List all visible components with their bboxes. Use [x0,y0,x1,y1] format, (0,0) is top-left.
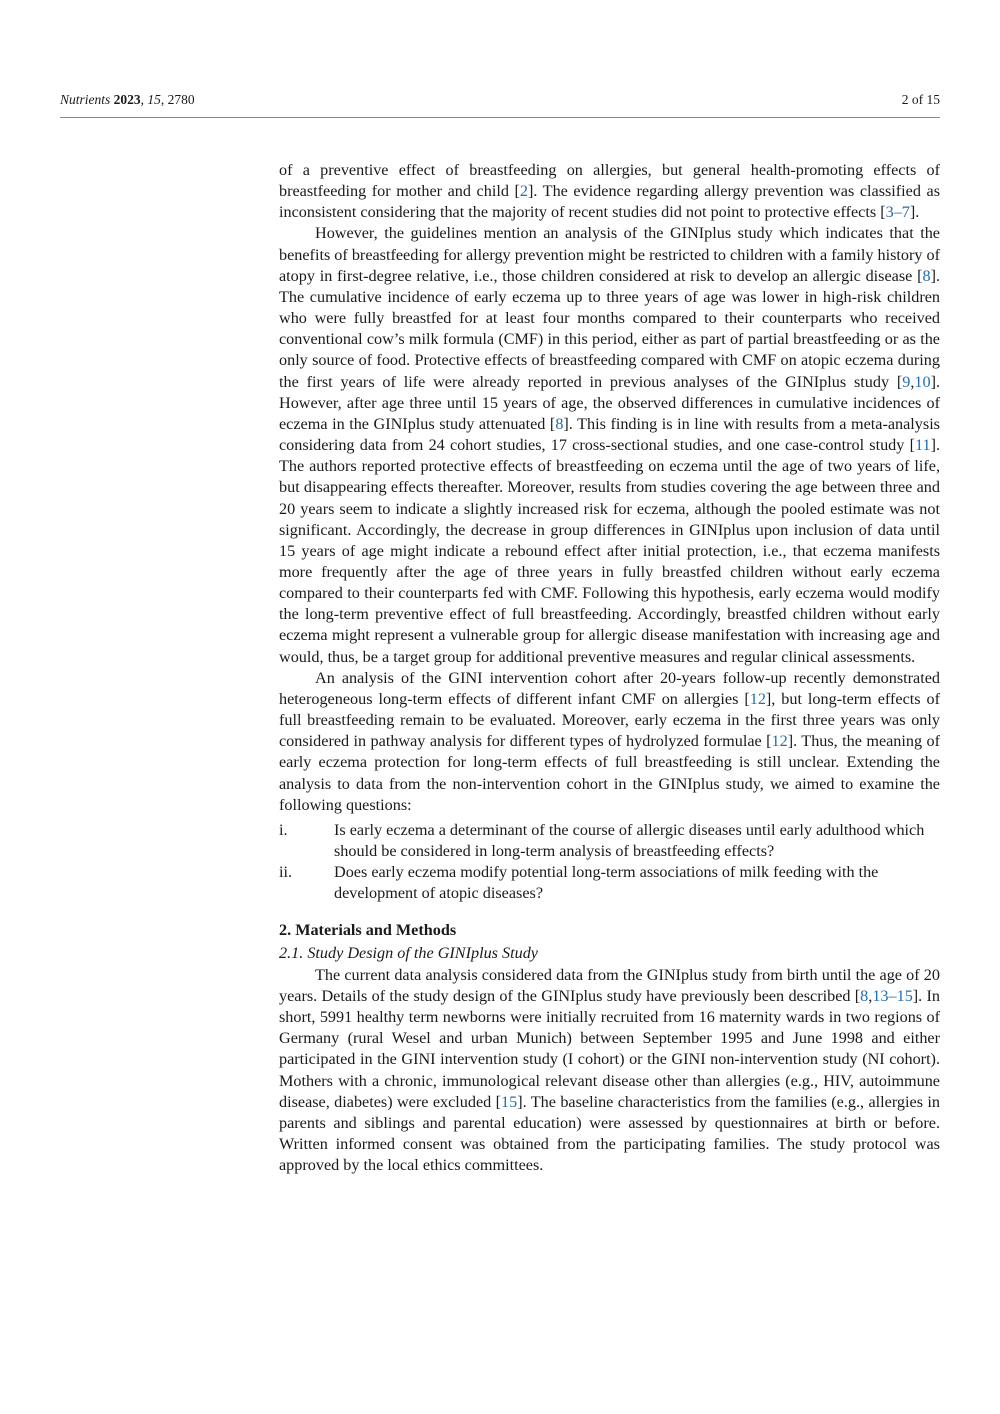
section-heading: 2. Materials and Methods [279,921,457,940]
text-run: ]. The authors reported protective effects of breastfeeding on eczema until the age of two years of life, but disappearing effects thereafter. Moreover, results from studies covering the age between three and 20 years seem to indicate a slightly increased risk for eczema, although the pooled estimate was not significant. Accordingly, the decrease in group differences in GINIplus upon inclusion of data until 15 years of age might indicate a rebound effect after initial protection, i.e., that eczema manifests more frequently after the age of three years in fully breastfed children without early eczema compared to their counterparts fed with CMF. Following this hypothesis, early eczema would modify the long-term preventive effect of full breastfeeding. Accordingly, breastfed children without early eczema might represent a vulnerable group for allergic disease manifestation with increasing age and would, thus, be a target group for additional preventive measures and regular clinical assessments. [279,436,940,666]
header-rule [60,117,940,118]
text-run: The current data analysis considered data from the GINIplus study from birth until the age of 20 years. Details of the study design of the GINIplus study have previously been described [ [279,965,940,1005]
citation-link[interactable]: 11 [914,436,931,455]
journal-citation: Nutrients 2023, 15, 2780 [60,92,195,107]
list-item-text: Is early eczema a determinant of the course of allergic diseases until early adulthood which should be considered in long-term analysis of breastfeeding effects? [334,820,925,860]
text-run: ]. The cumulative incidence of early eczema up to three years of age was lower in high-risk children who were fully breastfed for at least four months compared to their counterparts who received conventional cow’s milk formula (CMF) in this period, either as part of partial breastfeeding or as the only source of food. Protective effects of breastfeeding compared with CMF on atopic eczema during the first years of life were already reported in previous analyses of the GINIplus study [ [279,266,940,391]
citation-link[interactable]: 10 [914,372,931,391]
text-run: ]. The evidence regarding allergy prevention was classified as inconsistent considering that the majority of recent studies did not point to protective effects [ [279,182,941,222]
text-run: ]. This finding is in line with results from a meta-analysis considering data from 24 cohort studies, 17 cross-sectional studies, and one case-control study [ [279,414,940,455]
question-list [279,820,940,905]
page-number: 2 of 15 [901,92,940,107]
list-item-number: i. [279,820,288,839]
citation-link[interactable]: 8 [860,986,869,1005]
text-run: of a preventive effect of breastfeeding on allergies, but general health-promoting effects of breastfeeding for mother and child [ [279,161,940,201]
citation-link[interactable]: 3–7 [885,203,910,222]
citation-separator: , [910,372,915,391]
citation-link[interactable]: 12 [771,732,788,751]
citation-link[interactable]: 12 [749,689,766,708]
journal-name: Nutrients [60,92,111,107]
paragraph [279,160,940,223]
text-run: ]. Thus, the meaning of early eczema protection for long-term effects of full breastfeeding is still unclear. Extending the analysis to data from the non-intervention cohort in the GINIplus study, we aimed to examine the following questions: [279,732,940,814]
text-run: ]. [909,203,920,222]
page-header [60,92,940,110]
article-body [279,160,940,1176]
text-run: ], but long-term effects of full breastfeeding remain to be evaluated. Moreover, early eczema in the first three years was only considered in pathway analysis for different types of hydrolyzed formulae [ [279,689,940,751]
text-run: ]. However, after age three until 15 years of age, the observed differences in cumulative incidences of eczema in the GINIplus study attenuated [ [279,372,940,433]
subsection-heading: 2.1. Study Design of the GINIplus Study [279,943,538,962]
journal-year: 2023 [113,92,141,107]
list-item-text: Does early eczema modify potential long-term associations of milk feeding with the development of atopic diseases? [334,863,879,903]
journal-volume: 15 [147,92,161,107]
citation-link[interactable]: 8 [922,266,931,285]
paragraph [279,668,940,816]
paragraph [279,965,940,1177]
citation-link[interactable]: 15 [501,1092,518,1111]
text-run: An analysis of the GINI intervention cohort after 20-years follow-up recently demonstrated heterogeneous long-term effects of different infant CMF on allergies [ [279,668,940,708]
text-run: ]. In short, 5991 healthy term newborns were initially recruited from 16 maternity wards in two regions of Germany (rural Wesel and urban Munich) between September 1995 and June 1998 and either participated in the GINI intervention study (I cohort) or the GINI non-intervention study (NI cohort). Mothers with a chronic, immunological relevant disease other than allergies (e.g., HIV, autoimmune disease, diabetes) were excluded [ [279,986,940,1111]
text-run: ]. The baseline characteristics from the families (e.g., allergies in parents and siblings and parental education) were assessed by questionnaires at birth or before. Written informed consent was obtained from the participating families. The study protocol was approved by the local ethics committees. [279,1092,940,1175]
journal-article-number: , 2780 [160,92,195,107]
text-run: However, the guidelines mention an analysis of the GINIplus study which indicates that the benefits of breastfeeding for allergy prevention might be restricted to children with a family history of atopy in first-degree relative, i.e., those children considered at risk to develop an allergic disease [ [279,224,940,285]
list-item-number: ii. [279,863,293,882]
citation-link[interactable]: 2 [519,182,528,201]
list-item [279,862,940,904]
citation-link[interactable]: 8 [555,414,564,433]
citation-link[interactable]: 9 [902,372,911,391]
citation-link[interactable]: 13–15 [872,986,913,1005]
list-item [279,820,940,862]
paragraph [279,223,940,667]
citation-separator: , [868,986,873,1005]
